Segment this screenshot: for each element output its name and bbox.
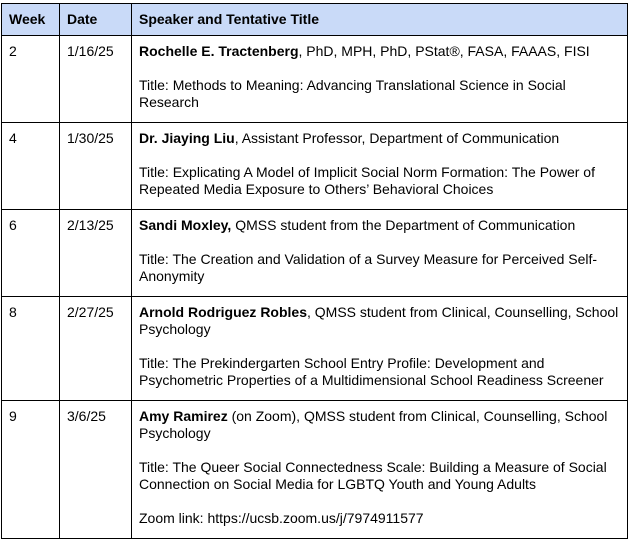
- table-row: [2, 297, 628, 401]
- week-cell: 6: [2, 210, 60, 297]
- talk-title: Title: The Queer Social Connectedness Scale: Building a Measure of Social Connection on Social Media for LGBTQ Youth and Young Adults: [139, 459, 607, 492]
- speaker-name: Sandi Moxley,: [139, 217, 232, 233]
- speaker-line: [139, 304, 620, 338]
- speaker-affiliation: QMSS student from the Department of Communication: [231, 217, 576, 233]
- speaker-cell: [132, 36, 628, 123]
- date-cell: 2/13/25: [60, 210, 132, 297]
- table-row: [2, 36, 628, 123]
- speaker-cell: [132, 401, 628, 539]
- speaker-line: [139, 408, 620, 442]
- speaker-affiliation: (on Zoom), QMSS student from Clinical, Counselling, School Psychology: [139, 408, 608, 441]
- week-column-header: Week: [2, 4, 60, 36]
- talk-title: Title: The Creation and Validation of a Survey Measure for Perceived Self-Anonymity: [139, 251, 598, 284]
- speaker-cell: [132, 210, 628, 297]
- speaker-affiliation: , QMSS student from Clinical, Counselling, School Psychology: [139, 304, 619, 337]
- talk-title: Title: Explicating A Model of Implicit Social Norm Formation: The Power of Repeated Media Exposure to Others’ Behavioral Choices: [139, 164, 595, 197]
- talk-title: Title: Methods to Meaning: Advancing Translational Science in Social Research: [139, 77, 566, 110]
- speaker-name: Rochelle E. Tractenberg: [139, 43, 299, 59]
- speaker-column-header: Speaker and Tentative Title: [132, 4, 628, 36]
- date-cell: 1/16/25: [60, 36, 132, 123]
- speaker-cell: [132, 297, 628, 401]
- speaker-affiliation: , Assistant Professor, Department of Communication: [234, 130, 560, 146]
- date-cell: 1/30/25: [60, 123, 132, 210]
- speaker-cell: [132, 123, 628, 210]
- talk-title: Title: The Prekindergarten School Entry Profile: Development and Psychometric Properties of a Multidimensional School Readiness Screener: [139, 355, 604, 388]
- speaker-name: Amy Ramirez: [139, 408, 228, 424]
- speaker-affiliation: , PhD, MPH, PhD, PStat®, FASA, FAAAS, FISI: [298, 43, 590, 59]
- speaker-line: [139, 217, 620, 234]
- week-cell: 9: [2, 401, 60, 539]
- table-row: [2, 401, 628, 539]
- date-column-header: Date: [60, 4, 132, 36]
- speaker-name: Dr. Jiaying Liu: [139, 130, 235, 146]
- table-header-row: [2, 4, 628, 36]
- table-row: [2, 210, 628, 297]
- date-cell: 3/6/25: [60, 401, 132, 539]
- week-cell: 2: [2, 36, 60, 123]
- speaker-line: [139, 43, 620, 60]
- speaker-name: Arnold Rodriguez Robles: [139, 304, 307, 320]
- table-row: [2, 123, 628, 210]
- zoom-link[interactable]: Zoom link: https://ucsb.zoom.us/j/7974911577: [139, 510, 424, 526]
- date-cell: 2/27/25: [60, 297, 132, 401]
- week-cell: 4: [2, 123, 60, 210]
- schedule-table: [1, 3, 628, 539]
- week-cell: 8: [2, 297, 60, 401]
- speaker-line: [139, 130, 620, 147]
